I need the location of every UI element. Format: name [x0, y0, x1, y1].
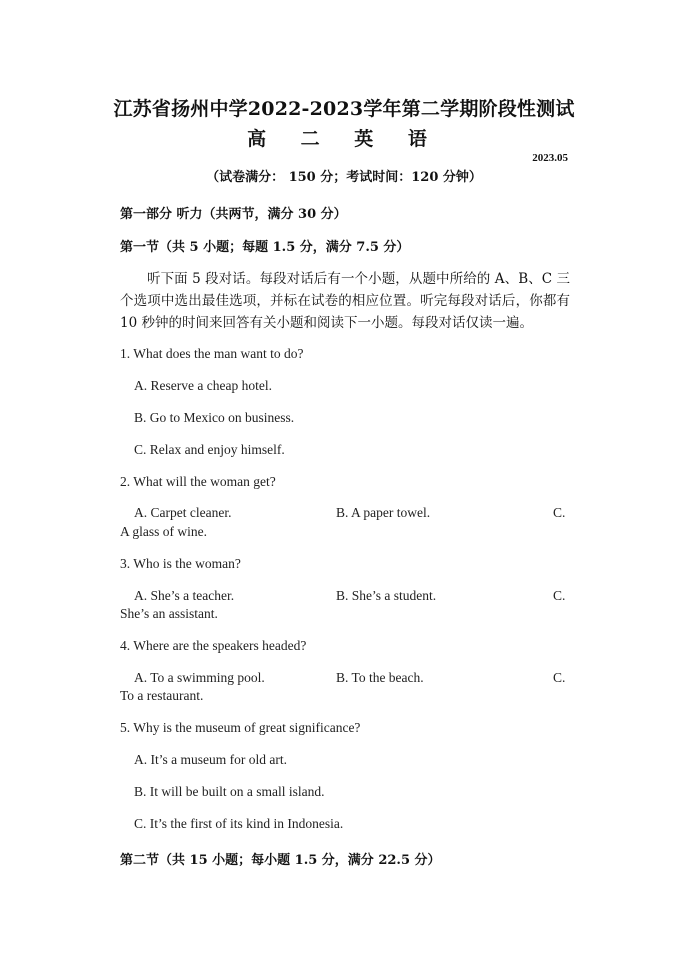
section1-heading: 第一节（共 5 小题；每题 1.5 分，满分 7.5 分） [120, 240, 410, 255]
question-3-option-a: A. She’s a teacher. [134, 588, 235, 603]
exam-title: 江苏省扬州中学2022-2023学年第二学期阶段性测试 [113, 98, 575, 120]
question-2-option-b: B. A paper towel. [336, 505, 431, 520]
question-2-option-c-text: A glass of wine. [120, 524, 207, 539]
question-3-option-b: B. She’s a student. [336, 588, 437, 603]
question-1-option-b: B. Go to Mexico on business. [134, 410, 295, 425]
question-4-stem: 4. Where are the speakers headed? [120, 638, 307, 653]
listening-instructions: 听下面 5 段对话。每段对话后有一个小题，从题中所给的 A、B、C 三个选项中选出最佳选项，并标在试卷的相应位置。听完每段对话后，你都有 10 秒钟的时间来回答有关小题和阅读下一小题。每段对话仅读一遍。 [120, 271, 570, 331]
question-4-option-b: B. To the beach. [336, 670, 424, 685]
question-3-stem: 3. Who is the woman? [120, 556, 241, 571]
part1-heading: 第一部分 听力（共两节，满分 30 分） [120, 207, 347, 222]
question-4-option-c-text: To a restaurant. [120, 688, 204, 703]
exam-subject: 高 二 英 语 [247, 128, 441, 150]
question-1-option-c: C. Relax and enjoy himself. [134, 442, 285, 457]
question-2-option-c-marker: C. [553, 505, 566, 520]
question-2-option-a: A. Carpet cleaner. [134, 505, 232, 520]
exam-info: （试卷满分： 150 分；考试时间：120 分钟） [206, 170, 482, 185]
question-1-option-a: A. Reserve a cheap hotel. [134, 378, 272, 393]
question-3-option-c-marker: C. [553, 588, 566, 603]
question-4-option-c-marker: C. [553, 670, 566, 685]
question-4-option-a: A. To a swimming pool. [134, 670, 265, 685]
question-3-option-c-text: She’s an assistant. [120, 606, 218, 621]
question-2-stem: 2. What will the woman get? [120, 474, 276, 489]
question-5-option-c: C. It’s the first of its kind in Indonesia. [134, 816, 344, 831]
question-1-stem: 1. What does the man want to do? [120, 346, 304, 361]
exam-date: 2023.05 [532, 152, 568, 164]
question-5-stem: 5. Why is the museum of great significance? [120, 720, 361, 735]
question-5-option-b: B. It will be built on a small island. [134, 784, 325, 799]
section2-heading: 第二节（共 15 小题；每小题 1.5 分，满分 22.5 分） [120, 853, 441, 868]
question-5-option-a: A. It’s a museum for old art. [134, 752, 287, 767]
